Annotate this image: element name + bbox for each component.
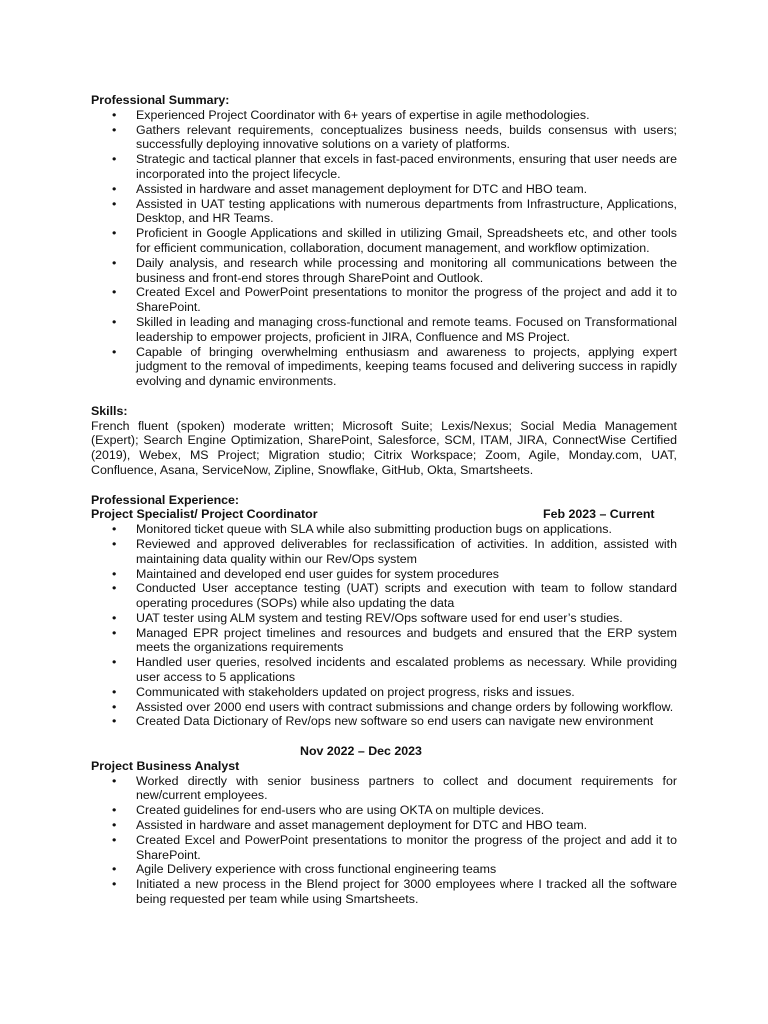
summary-bullet: • Proficient in Google Applications and skilled in utilizing Gmail, Spreadsheets etc, and other tools for efficient communication, collaboration, document management, and workflow optimization. [136,226,677,256]
job-bullet: • Communicated with stakeholders updated on project progress, risks and issues. [136,685,677,700]
job-title: Project Specialist/ Project Coordinator [91,507,318,522]
job-bullet: • Reviewed and approved deliverables for reclassification of activities. In addition, assisted with maintaining data quality within our Rev/Ops system [136,537,677,567]
summary-bullet: • Assisted in UAT testing applications with numerous departments from Infrastructure, Applications, Desktop, and HR Teams. [136,197,677,227]
job-dates-row [91,744,677,759]
job-bullet: • Worked directly with senior business partners to collect and document requirements for new/current employees. [136,774,677,804]
summary-bullet: • Assisted in hardware and asset management deployment for DTC and HBO team. [136,182,677,197]
job-bullet: • UAT tester using ALM system and testing REV/Ops software used for end user’s studies. [136,611,677,626]
job-bullet: • Managed EPR project timelines and resources and budgets and ensured that the ERP system meets the organizations requirements [136,626,677,656]
job-bullet: • Conducted User acceptance testing (UAT) scripts and execution with team to follow standard operating procedures (SOPs) while also updating the data [136,581,677,611]
job-bullet: • Maintained and developed end user guides for system procedures [136,567,677,582]
summary-list [91,108,677,389]
skills-text: French fluent (spoken) moderate written; Microsoft Suite; Lexis/Nexus; Social Media Management (Expert); Search Engine Optimization, SharePoint, Salesforce, SCM, ITAM, JIRA, ConnectWise Certified (2019), Webex, MS Project; Migration studio; Citrix Workspace; Zoom, Agile, Monday.com, UAT, Confluence, Asana, ServiceNow, Zipline, Snowflake, GitHub, Okta, Smartsheets. [91,418,677,477]
summary-bullet: • Created Excel and PowerPoint presentations to monitor the progress of the project and add it to SharePoint. [136,285,677,315]
job-bullet: • Created Data Dictionary of Rev/ops new software so end users can navigate new environment [136,714,677,729]
job-bullet: • Created guidelines for end-users who are using OKTA on multiple devices. [136,803,677,818]
summary-bullet: • Gathers relevant requirements, conceptualizes business needs, builds consensus with users; successfully deploying innovative solutions on a variety of platforms. [136,123,677,153]
summary-bullet: • Experienced Project Coordinator with 6+ years of expertise in agile methodologies. [136,108,677,123]
job-bullet: • Assisted over 2000 end users with contract submissions and change orders by following workflow. [136,700,677,715]
skills-heading: Skills: [91,403,128,418]
resume-document [91,93,677,907]
experience-heading: Professional Experience: [91,492,240,507]
summary-bullet: • Daily analysis, and research while processing and monitoring all communications between the business and front-end stores through SharePoint and Outlook. [136,256,677,286]
job-bullet: • Initiated a new process in the Blend project for 3000 employees where I tracked all the software being requested per team while using Smartsheets. [136,877,677,907]
job-bullet: • Monitored ticket queue with SLA while also submitting production bugs on applications. [136,522,677,537]
job-header [91,507,677,522]
job-bullet-list [91,522,677,729]
summary-bullet: • Capable of bringing overwhelming enthusiasm and awareness to projects, applying expert judgment to the removal of impediments, keeping teams focused and delivering success in rapidly evolving and dynamic environments. [136,345,677,389]
spacer [91,478,677,493]
job-dates: Nov 2022 – Dec 2023 [300,744,422,759]
spacer [91,729,677,744]
job-bullet-list [91,774,677,907]
summary-bullet: • Strategic and tactical planner that excels in fast-paced environments, ensuring that user needs are incorporated into the project lifecycle. [136,152,677,182]
job-dates: Feb 2023 – Current [543,507,655,522]
job-bullet: • Created Excel and PowerPoint presentations to monitor the progress of the project and add it to SharePoint. [136,833,677,863]
summary-heading: Professional Summary: [91,93,230,107]
job-bullet: • Agile Delivery experience with cross functional engineering teams [136,862,677,877]
job-bullet: • Handled user queries, resolved incidents and escalated problems as necessary. While providing user access to 5 applications [136,655,677,685]
job-bullet: • Assisted in hardware and asset management deployment for DTC and HBO team. [136,818,677,833]
spacer [91,389,677,404]
summary-bullet: • Skilled in leading and managing cross-functional and remote teams. Focused on Transformational leadership to empower projects, proficient in JIRA, Confluence and MS Project. [136,315,677,345]
job-title: Project Business Analyst [91,758,240,773]
